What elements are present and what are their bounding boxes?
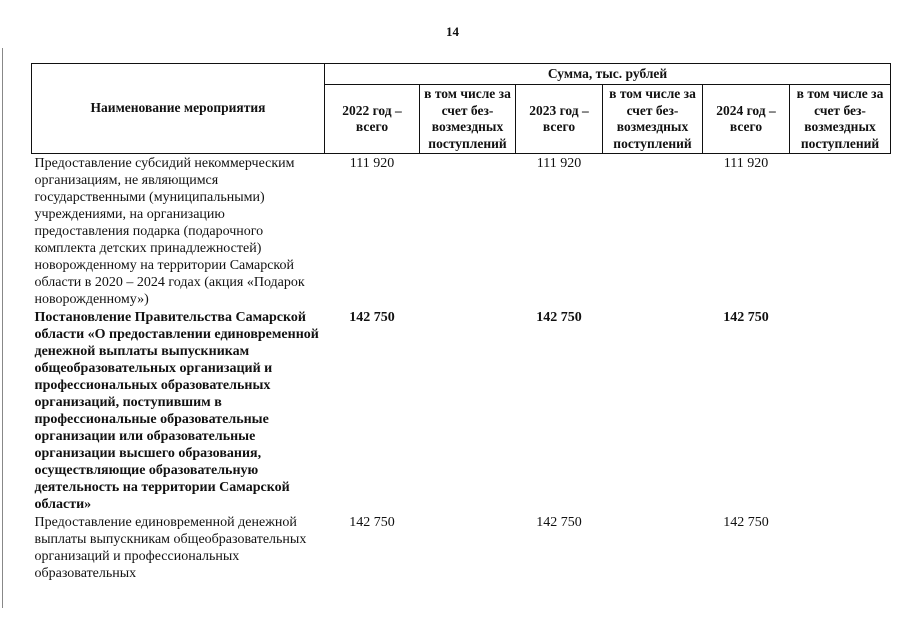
table-row	[32, 513, 891, 582]
header-2024-total: 2024 год – всего	[703, 85, 790, 154]
header-sum: Сумма, тыс. рублей	[325, 64, 891, 85]
header-2022-total: 2022 год – всего	[325, 85, 420, 154]
row-2023-total: 111 920	[536, 156, 582, 171]
row-2024-total: 142 750	[723, 515, 769, 530]
table-row	[32, 154, 891, 309]
row-name: Постановление Правительства Самарской области «О предоставлении единовременной денежной выплаты выпускникам общеобразовательных организаций и профессиональных образовательных организаций, поступившим в профессиональные образовательные организации или образовательные организации высшего образования, осуществляющие образовательную деятельность на территории Самарской области»	[34, 310, 319, 512]
header-2022-free: в том числе за счет без-возмездных поступлений	[420, 85, 516, 154]
scan-edge-line	[2, 48, 3, 608]
row-name: Предоставление субсидий некоммерческим организациям, не являющимся государственными (муниципальными) учреждениями, на организацию предоставления подарка (подарочного комплекта детских принадлежностей) новорожденному на территории Самарской области в 2020 – 2024 годах (акция «Подарок новорожденному»)	[34, 156, 305, 307]
row-2022-free	[420, 513, 516, 582]
header-row	[32, 64, 891, 85]
row-2022-total: 111 920	[349, 156, 395, 171]
row-2024-free	[790, 513, 891, 582]
header-2023-total: 2023 год – всего	[516, 85, 603, 154]
row-2023-free	[603, 513, 703, 582]
row-2022-free	[420, 308, 516, 513]
row-2024-free	[790, 154, 891, 309]
row-2023-total: 142 750	[536, 515, 582, 530]
row-name: Предоставление единовременной денежной выплаты выпускникам общеобразовательных организаций и профессиональных образовательных	[34, 515, 307, 581]
header-2023-free: в том числе за счет без-возмездных поступлений	[603, 85, 703, 154]
header-2024-free: в том числе за счет без-возмездных поступлений	[790, 85, 891, 154]
row-2024-total: 111 920	[723, 156, 769, 171]
row-2023-free	[603, 154, 703, 309]
row-2023-total: 142 750	[536, 310, 582, 325]
row-2022-free	[420, 154, 516, 309]
row-2022-total: 142 750	[349, 515, 395, 530]
header-name: Наименование мероприятия	[32, 64, 325, 154]
table-row	[32, 308, 891, 513]
page-number: 14	[446, 24, 459, 39]
budget-table	[31, 63, 891, 582]
row-2022-total: 142 750	[349, 310, 395, 325]
row-2024-total: 142 750	[723, 310, 769, 325]
row-2024-free	[790, 308, 891, 513]
row-2023-free	[603, 308, 703, 513]
